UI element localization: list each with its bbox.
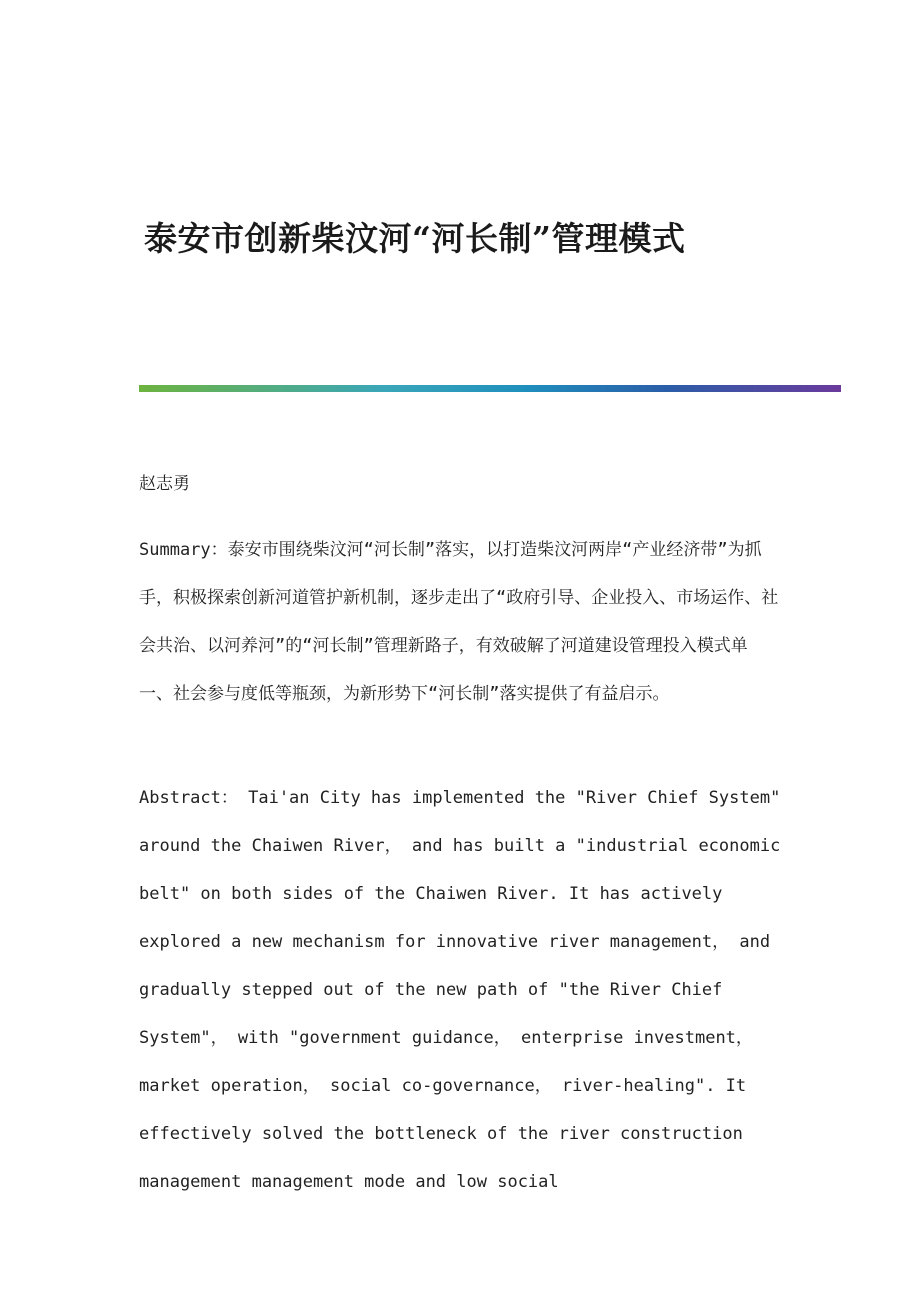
- summary-paragraph: Summary：泰安市围绕柴汶河“河长制”落实，以打造柴汶河两岸“产业经济带”为抓手，积极探索创新河道管护新机制，逐步走出了“政府引导、企业投入、市场运作、社会共治、以河养河”的“河长制”管理新路子，有效破解了河道建设管理投入模式单一、社会参与度低等瓶颈，为新形势下“河长制”落实提供了有益启示。: [139, 540, 779, 704]
- document-title: 泰安市创新柴汶河“河长制”管理模式: [144, 219, 686, 258]
- author-name: 赵志勇: [139, 474, 190, 494]
- title-divider: [139, 385, 841, 392]
- abstract-paragraph: Abstract： Tai'an City has implemented the "River Chief System" around the Chaiwen River， and has built a "industrial economic belt" on both sides of the Chaiwen River. It has actively explored a new mechanism for innovative river management， and gradually stepped out of the new path of "the River Chief System"， with "government guidance， enterprise investment， market operation， social co-governance， river-healing". It effectively solved the bottleneck of the river construction management management mode and low social: [139, 788, 781, 1192]
